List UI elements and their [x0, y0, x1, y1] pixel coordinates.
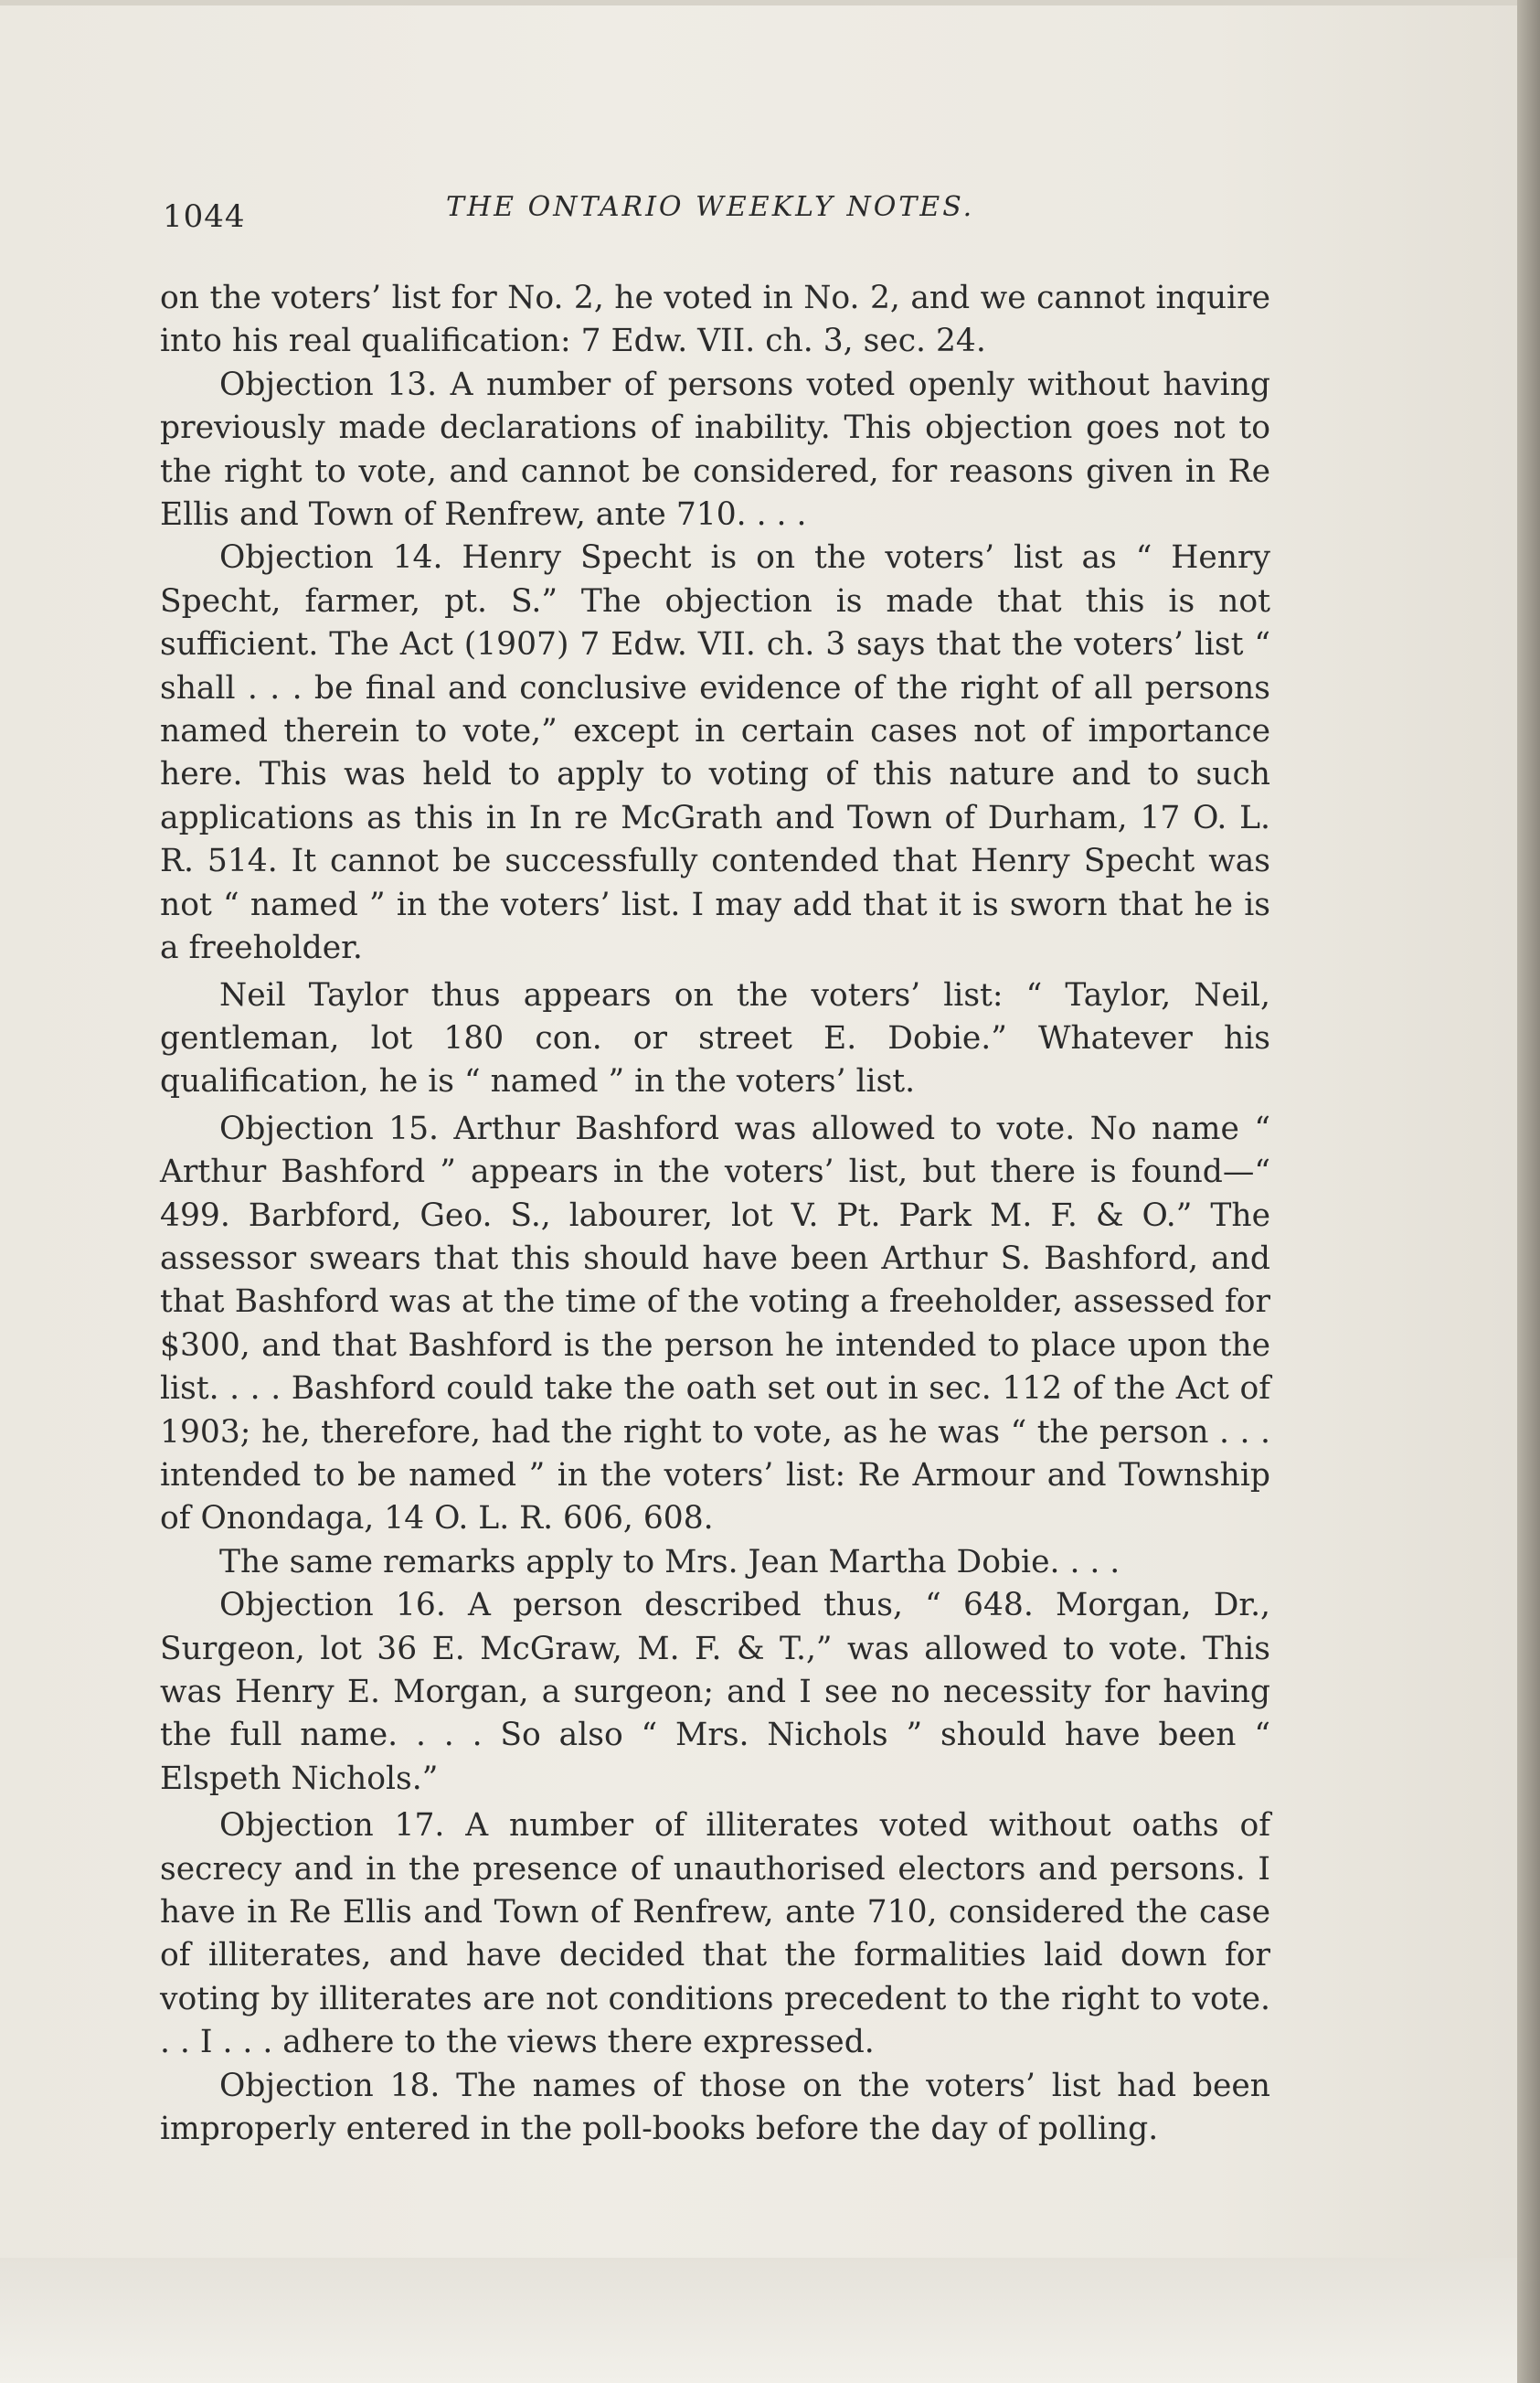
page-bottom-margin — [0, 2258, 1517, 2383]
body-text — [160, 277, 1270, 2151]
page-number: 1044 — [163, 198, 246, 235]
page-top-edge — [0, 0, 1517, 5]
page-header — [163, 187, 1269, 242]
paragraph-objection-18: Objection 18. The names of those on the voters’ list had been improperly entered in the poll-books before the day of polling. — [160, 2067, 1270, 2148]
paragraph-objection-16: Objection 16. A person described thus, “ 648. Morgan, Dr., Surgeon, lot 36 E. McGraw, M. F. & T.,” was allowed to vote. This was Henry E. Morgan, a surgeon; and I see no necessity for having the full name. . . . So also “ Mrs. Nichols ” should have been “ Elspeth Nichols.” — [160, 1587, 1270, 1797]
paragraph-jean-dobie: The same remarks apply to Mrs. Jean Martha Dobie. . . . — [219, 1543, 1120, 1580]
paragraph-objection-13: Objection 13. A number of persons voted openly without having previously made declarations of inability. This objection goes not to the right to vote, and cannot be considered, for reasons given in Re Ellis and Town of Renfrew, ante 710. . . . — [160, 366, 1270, 534]
running-head: THE ONTARIO WEEKLY NOTES. — [446, 191, 975, 223]
paragraph-continuation: on the voters’ list for No. 2, he voted in No. 2, and we cannot inquire into his real qualification: 7 Edw. VII. ch. 3, sec. 24. — [160, 280, 1270, 360]
paragraph-neil-taylor: Neil Taylor thus appears on the voters’ list: “ Taylor, Neil, gentleman, lot 180 con. or street E. Dobie.” Whatever his qualification, he is “ named ” in the voters’ list. — [160, 976, 1270, 1101]
paragraph-objection-14: Objection 14. Henry Specht is on the voters’ list as “ Henry Specht, farmer, pt. S.” The objection is made that this is not sufficient. The Act (1907) 7 Edw. VII. ch. 3 says that the voters’ list “ shall . . . be final and conclusive evidence of the right of all persons named therein to vote,” except in certain cases not of importance here. This was held to apply to voting of this nature and to such applications as this in In re McGrath and Town of Durham, 17 O. L. R. 514. It cannot be successfully contended that Henry Specht was not “ named ” in the voters’ list. I may add that it is sworn that he is a freeholder. — [160, 539, 1270, 967]
page-right-edge — [1517, 0, 1540, 2383]
paragraph-objection-15: Objection 15. Arthur Bashford was allowed to vote. No name “ Arthur Bashford ” appears in the voters’ list, but there is found—“ 499. Barbford, Geo. S., labourer, lot V. Pt. Park M. F. & O.” The assessor swears that this should have been Arthur S. Bashford, and that Bashford was at the time of the voting a freeholder, assessed for $300, and that Bashford is the person he intended to place upon the list. . . . Bashford could take the oath set out in sec. 112 of the Act of 1903; he, therefore, had the right to vote, as he was “ the person . . . intended to be named ” in the voters’ list: Re Armour and Township of Onondaga, 14 O. L. R. 606, 608. — [160, 1110, 1270, 1537]
paragraph-objection-17: Objection 17. A number of illiterates voted without oaths of secrecy and in the presence of unauthorised electors and persons. I have in Re Ellis and Town of Renfrew, ante 710, considered the case of illiterates, and have decided that the formalities laid down for voting by illiterates are not conditions precedent to the right to vote. . . I . . . adhere to the views there expressed. — [160, 1807, 1270, 2061]
